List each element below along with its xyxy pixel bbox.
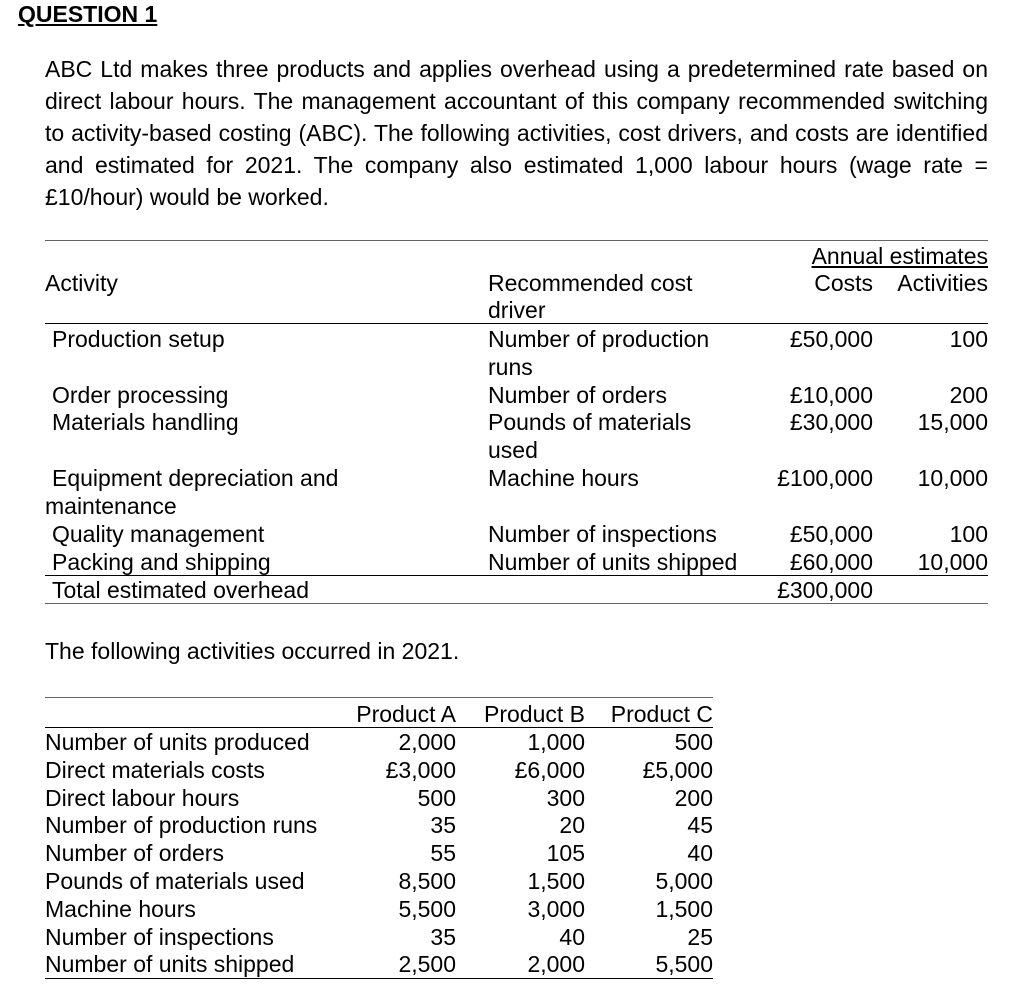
- total-overhead-cost: £300,000: [777, 577, 873, 603]
- intro-paragraph: ABC Ltd makes three products and applies overhead using a predetermined rate based on direct labour hours. The management accountant of this company recommended switching to activity-based costing (ABC). The following activities, cost drivers, and costs are identified and estimated for 2021. The company also estimated 1,000 labour hours (wage rate = £10/hour) would be worked.: [45, 56, 988, 210]
- table-row-product-b: 300: [546, 784, 585, 811]
- driver-header-line1: Recommended cost: [488, 270, 693, 296]
- table-row-label: Direct materials costs: [45, 756, 265, 783]
- table-row-activity: Order processing: [52, 382, 229, 408]
- table-row-activity: Equipment depreciation and: [52, 465, 339, 491]
- table-row-product-b: 3,000: [527, 895, 585, 922]
- table-row-label: Machine hours: [45, 895, 196, 922]
- table-row-product-c: 5,500: [655, 951, 713, 978]
- table-row-activity: Production setup: [52, 326, 225, 352]
- table-row-product-c: £5,000: [642, 756, 713, 783]
- table-row-product-b: 1,000: [527, 729, 585, 755]
- table1-top-rule: [45, 240, 988, 241]
- table-row-product-c: 45: [687, 812, 713, 839]
- table-row-product-a: 2,000: [398, 729, 456, 755]
- table-row-product-b: £6,000: [514, 756, 585, 783]
- table-row-label: Number of production runs: [45, 812, 318, 839]
- table-row-cost: £10,000: [789, 382, 873, 408]
- table-row-qty: 200: [949, 382, 988, 408]
- table-row-label: Number of orders: [45, 840, 224, 867]
- product-a-header: Product A: [356, 701, 456, 727]
- table-row-label: Number of inspections: [45, 923, 274, 950]
- table-row-product-b: 20: [559, 812, 585, 839]
- table-row-activity: Materials handling: [52, 409, 239, 435]
- table-row-activity-cont: maintenance: [45, 493, 177, 519]
- table-row-product-b: 2,000: [527, 951, 585, 978]
- table-row-driver-cont: used: [488, 437, 538, 463]
- table-row-product-c: 5,000: [655, 868, 713, 894]
- table-row-driver: Number of units shipped: [488, 549, 738, 575]
- table-row-cost: £50,000: [789, 521, 873, 547]
- table-row-product-b: 105: [546, 840, 585, 867]
- table-row-activity: Quality management: [52, 521, 265, 547]
- table-row-product-a: 2,500: [398, 951, 456, 978]
- table-row-product-a: 500: [417, 784, 456, 811]
- table-row-product-b: 1,500: [527, 868, 585, 894]
- table-row-product-c: 500: [674, 729, 713, 755]
- table-row-cost: £100,000: [777, 465, 873, 491]
- table-row-label: Number of units shipped: [45, 951, 295, 978]
- total-overhead-label: Total estimated overhead: [52, 577, 309, 603]
- table-row-product-c: 40: [687, 840, 713, 867]
- table-row-label: Direct labour hours: [45, 784, 240, 811]
- activities-occurred-text: The following activities occurred in 2021.: [45, 638, 460, 664]
- table-row-qty: 10,000: [917, 465, 988, 491]
- table1-header-rule: [45, 323, 988, 324]
- table-row-product-a: 35: [430, 923, 456, 950]
- table-row-product-a: £3,000: [385, 756, 456, 783]
- table-row-qty: 100: [949, 521, 988, 547]
- table-row-label: Number of units produced: [45, 729, 310, 755]
- table-row-product-a: 5,500: [398, 895, 456, 922]
- table-row-qty: 15,000: [917, 409, 988, 435]
- table-row-product-b: 40: [559, 923, 585, 950]
- table-row-label: Pounds of materials used: [45, 868, 305, 894]
- costs-header: Costs: [814, 270, 873, 296]
- table-row-driver-cont: runs: [488, 354, 533, 380]
- table-row-product-c: 1,500: [655, 895, 713, 922]
- annual-estimates-header: Annual estimates: [811, 243, 988, 269]
- activities-header: Activities: [897, 270, 988, 296]
- product-c-header: Product C: [610, 701, 713, 727]
- table-row-product-c: 25: [687, 923, 713, 950]
- table-row-driver: Number of inspections: [488, 521, 717, 547]
- table1-bottom-rule: [45, 603, 988, 604]
- table2-top-rule: [45, 697, 713, 698]
- table-row-driver: Number of production: [488, 326, 710, 352]
- activity-header: Activity: [45, 270, 118, 296]
- table2-bottom-rule: [45, 978, 713, 979]
- table-row-product-a: 35: [430, 812, 456, 839]
- table-row-driver: Machine hours: [488, 465, 639, 491]
- table-row-activity: Packing and shipping: [52, 549, 271, 575]
- table-row-driver: Number of orders: [488, 382, 667, 408]
- question-heading: QUESTION 1: [18, 1, 158, 27]
- table-row-product-a: 55: [430, 840, 456, 867]
- table-row-driver: Pounds of materials: [488, 409, 692, 435]
- product-b-header: Product B: [484, 701, 585, 727]
- table-row-cost: £30,000: [789, 409, 873, 435]
- table-row-cost: £60,000: [789, 549, 873, 575]
- driver-header-line2: driver: [488, 297, 546, 323]
- table-row-qty: 10,000: [917, 549, 988, 575]
- table-row-product-c: 200: [674, 784, 713, 811]
- table-row-qty: 100: [949, 326, 988, 352]
- table-row-cost: £50,000: [789, 326, 873, 352]
- table-row-product-a: 8,500: [398, 868, 456, 894]
